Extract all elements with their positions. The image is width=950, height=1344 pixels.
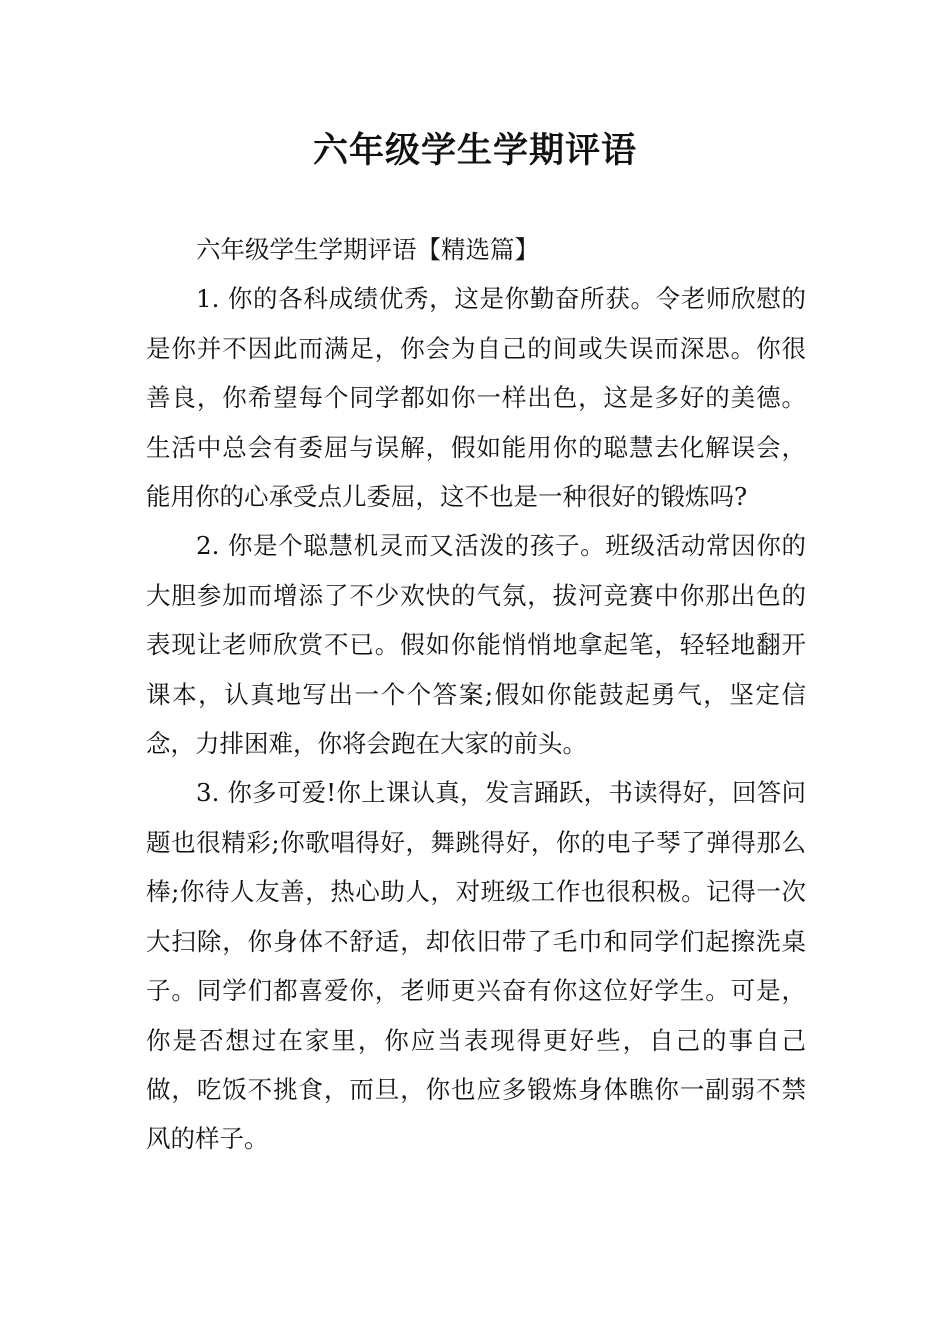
document-body (146, 225, 806, 1164)
paragraph-3: 3. 你多可爱!你上课认真，发言踊跃，书读得好，回答问题也很精彩;你歌唱得好，舞跳得好，你的电子琴了弹得那么棒;你待人友善，热心助人，对班级工作也很积极。记得一次大扫除，你身体不舒适，却依旧带了毛巾和同学们起擦洗桌子。同学们都喜爱你，老师更兴奋有你这位好学生。可是，你是否想过在家里，你应当表现得更好些，自己的事自己做，吃饭不挑食，而旦，你也应多锻炼身体瞧你一副弱不禁风的样子。 (146, 778, 806, 1154)
page-title: 六年级学生学期评语 (312, 130, 637, 171)
paragraph-2: 2. 你是个聪慧机灵而又活泼的孩子。班级活动常因你的大胆参加而增添了不少欢快的气氛，拔河竞赛中你那出色的表现让老师欣赏不已。假如你能悄悄地拿起笔，轻轻地翻开课本，认真地写出一个个答案;假如你能鼓起勇气，坚定信念，力排困难，你将会跑在大家的前头。 (146, 531, 806, 759)
section-heading: 六年级学生学期评语【精选篇】 (196, 235, 539, 264)
paragraph-1: 1. 你的各科成绩优秀，这是你勤奋所获。令老师欣慰的是你并不因此而满足，你会为自己的间或失误而深思。你很善良，你希望每个同学都如你一样出色，这是多好的美德。生活中总会有委屈与误解，假如能用你的聪慧去化解误会，能用你的心承受点儿委屈，这不也是一种很好的锻炼吗? (146, 284, 806, 512)
